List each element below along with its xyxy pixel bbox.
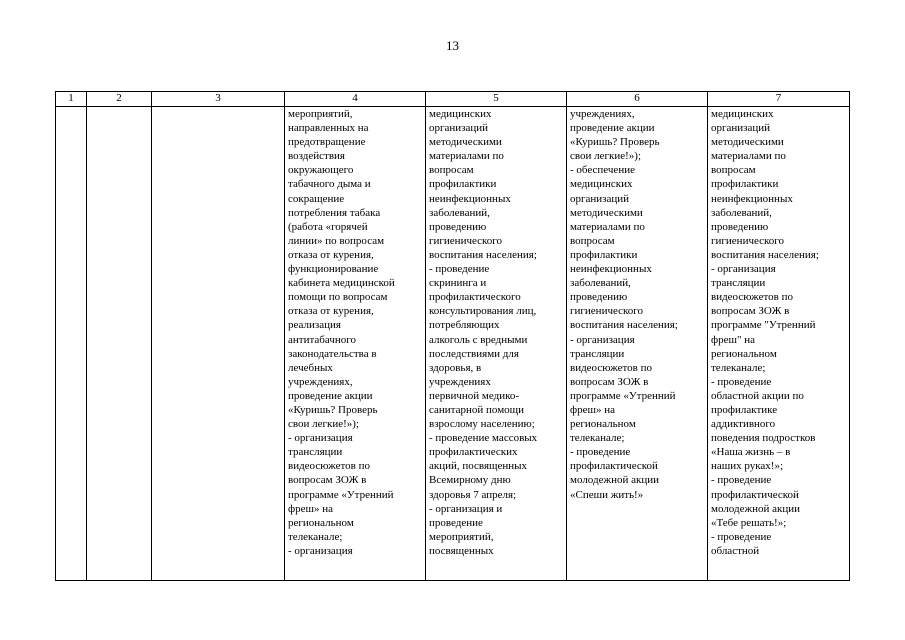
column-header-3: 3 [152, 92, 285, 107]
column-header-4: 4 [285, 92, 426, 107]
document-table [55, 91, 850, 581]
column-number-row [56, 92, 850, 107]
column-header-2: 2 [87, 92, 152, 107]
table-cell-6: учреждениях, проведение акции «Куришь? Проверь свои легкие!»); - обеспечение медицинских организаций методическими материалами по вопросам профилактики неинфекционных заболеваний, проведению гигиенического воспитания населения; - организация трансляции видеосюжетов по вопросам ЗОЖ в программе «Утренний фреш» на региональном телеканале; - проведение профилактической молодежной акции «Спеши жить!» [567, 107, 708, 581]
table-cell-2 [87, 107, 152, 581]
page-number: 13 [446, 38, 459, 53]
column-header-1: 1 [56, 92, 87, 107]
table-cell-7: медицинских организаций методическими материалами по вопросам профилактики неинфекционных заболеваний, проведению гигиенического воспитания населения; - организация трансляции видеосюжетов по вопросам ЗОЖ в программе "Утренний фреш" на региональном телеканале; - проведение областной акции по профилактике аддиктивного поведения подростков «Наша жизнь – в наших руках!»; - проведение профилактической молодежной акции «Тебе решать!»; - проведение областной [708, 107, 850, 581]
table-cell-5: медицинских организаций методическими материалами по вопросам профилактики неинфекционных заболеваний, проведению гигиенического воспитания населения; - проведение скрининга и профилактического консультирования лиц, потребляющих алкоголь с вредными последствиями для здоровья, в учреждениях первичной медико- санитарной помощи взрослому населению; - проведение массовых профилактических акций, посвященных Всемирному дню здоровья 7 апреля; - организация и проведение мероприятий, посвященных [426, 107, 567, 581]
column-header-6: 6 [567, 92, 708, 107]
column-header-7: 7 [708, 92, 850, 107]
column-header-5: 5 [426, 92, 567, 107]
table-cell-4: мероприятий, направленных на предотвращение воздействия окружающего табачного дыма и сокращение потребления табака (работа «горячей линии» по вопросам отказа от курения, функционирование кабинета медицинской помощи по вопросам отказа от курения, реализация антитабачного законодательства в лечебных учреждениях, проведение акции «Куришь? Проверь свои легкие!»); - организация трансляции видеосюжетов по вопросам ЗОЖ в программе «Утренний фреш» на региональном телеканале; - организация [285, 107, 426, 581]
table-cell-3 [152, 107, 285, 581]
table-row [56, 107, 850, 581]
table-cell-1 [56, 107, 87, 581]
